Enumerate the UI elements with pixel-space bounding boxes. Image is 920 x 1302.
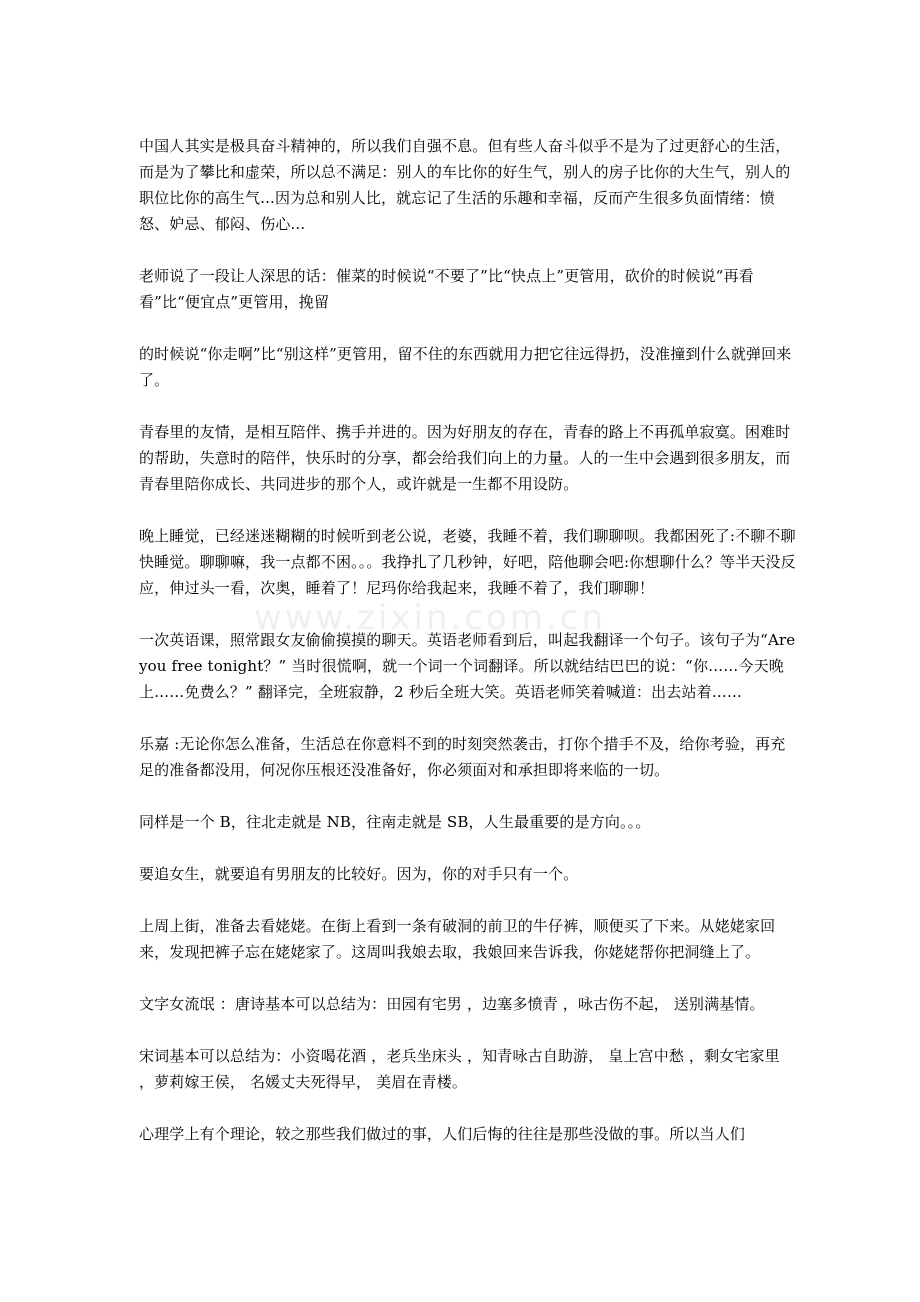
paragraph-direction: 同样是一个 B，往北走就是 NB，往南走就是 SB，人生最重要的是方向。。。 [139,813,651,831]
paragraph-gap [139,783,799,809]
paragraph-teacher-quote: 老师说了一段让人深思的话：催菜的时候说“不要了”比“快点上”更管用，砍价的时候说“再看看”比“便宜点”更管用，挽留 [139,267,754,311]
paragraph-youth-friendship: 青春里的友情，是相互陪伴、携手并进的。因为好朋友的存在，青春的路上不再孤单寂寞。困难时的帮助，失意时的陪伴，快乐时的分享，都会给我们向上的力量。人的一生中会遇到很多朋友，而青春里陪你成长、共同进步的那个人，或许就是一生都不用设防。 [139,423,791,493]
paragraph-bedtime-joke: 晚上睡觉，已经迷迷糊糊的时候听到老公说，老婆，我睡不着，我们聊聊呗。我都困死了:不聊不聊快睡觉。聊聊嘛，我一点都不困。。。我挣扎了几秒钟，好吧，陪他聊会吧:你想聊什么？等半天没反应，伸过头一看，次奥，睡着了！尼玛你给我起来，我睡不着了，我们聊聊！ [139,527,796,597]
paragraph-gap [139,393,799,419]
paragraph-gap [139,1017,799,1043]
paragraph-gap [139,887,799,913]
paragraph-gap [139,705,799,731]
paragraph-gap [139,965,799,991]
paragraph-jeans: 上周上街，准备去看姥姥。在街上看到一条有破洞的前卫的牛仔裤，顺便买了下来。从姥姥家回来，发现把裤子忘在姥姥家了。这周叫我娘去取，我娘回来告诉我，你姥姥帮你把洞缝上了。 [139,917,776,961]
paragraph-gap [139,497,799,523]
paragraph-song-ci: 宋词基本可以总结为：小资喝花酒 ，老兵坐床头 ，知青咏古自助游， 皇上宫中愁 ，剩女宅家里 ，萝莉嫁王侯， 名媛丈夫死得早， 美眉在青楼。 [139,1047,780,1091]
paragraph-gap [139,237,799,263]
paragraph-english-class: 一次英语课，照常跟女友偷偷摸摸的聊天。英语老师看到后，叫起我翻译一个句子。该句子为“Are you free tonight？” 当时很慌啊，就一个词一个词翻译。所以就结结巴巴的说：“你……今天晚上……免费么？” 翻译完，全班寂静，2 秒后全班大笑。英语老师笑着喊道：出去站着…… [139,631,796,701]
paragraph-gap [139,601,799,627]
paragraph-gap [139,315,799,341]
watermark: www.zixin.com.cn [254,598,606,638]
paragraph-dating: 要追女生，就要追有男朋友的比较好。因为，你的对手只有一个。 [139,865,579,883]
paragraph-teacher-quote-continued: 的时候说“你走啊”比“别这样”更管用，留不住的东西就用力把它往远得扔，没准撞到什么就弹回来了。 [139,345,792,389]
paragraph-psychology: 心理学上有个理论，较之那些我们做过的事，人们后悔的往往是那些没做的事。所以当人们 [139,1125,746,1143]
paragraph-le-jia: 乐嘉 :无论你怎么准备，生活总在你意料不到的时刻突然袭击，打你个措手不及，给你考验，再充足的准备都没用，何况你压根还没准备好，你必须面对和承担即将来临的一切。 [139,735,786,779]
paragraph-gap [139,1095,799,1121]
paragraph-struggle: 中国人其实是极具奋斗精神的，所以我们自强不息。但有些人奋斗似乎不是为了过更舒心的生活，而是为了攀比和虚荣，所以总不满足：别人的车比你的好生气，别人的房子比你的大生气，别人的职位比你的高生气...因为总和别人比，就忘记了生活的乐趣和幸福，反而产生很多负面情绪：愤怒、妒忌、郁闷、伤心... [139,137,791,233]
paragraph-gap [139,835,799,861]
paragraph-tang-poetry: 文字女流氓 ：唐诗基本可以总结为：田园有宅男 ，边塞多愤青 ，咏古伤不起， 送别满基情。 [139,995,765,1013]
document-body [139,133,799,1147]
